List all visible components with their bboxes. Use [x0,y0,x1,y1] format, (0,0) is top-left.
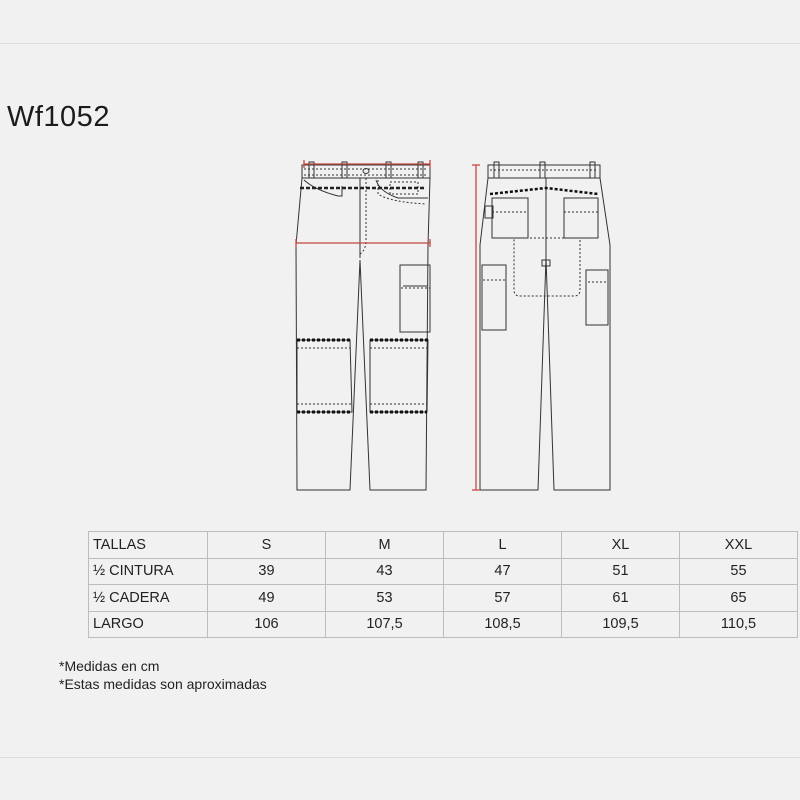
row-label: ½ CINTURA [89,558,208,585]
note-approximate: *Estas medidas son aproximadas [59,676,267,692]
table-cell: 47 [444,558,562,585]
model-code: Wf1052 [7,101,110,133]
header-label: TALLAS [89,532,208,559]
table-header-row [89,532,798,559]
table-cell: 108,5 [444,611,562,638]
size-m: M [326,532,444,559]
bottom-divider [0,757,800,758]
table-row [89,558,798,585]
table-cell: 61 [562,585,680,612]
note-units: *Medidas en cm [59,658,160,674]
size-l: L [444,532,562,559]
size-s: S [208,532,326,559]
footnotes [59,657,267,693]
table-cell: 55 [680,558,798,585]
table-cell: 109,5 [562,611,680,638]
table-cell: 51 [562,558,680,585]
top-divider [0,43,800,44]
trousers-technical-drawing [280,150,620,500]
size-chart-table [88,531,798,638]
size-xxl: XXL [680,532,798,559]
table-row [89,611,798,638]
table-cell: 43 [326,558,444,585]
front-view-trousers [296,162,430,490]
table-row [89,585,798,612]
table-cell: 107,5 [326,611,444,638]
table-cell: 57 [444,585,562,612]
table-cell: 65 [680,585,798,612]
table-cell: 39 [208,558,326,585]
row-label: ½ CADERA [89,585,208,612]
table-cell: 106 [208,611,326,638]
length-measure-line [472,165,480,490]
size-xl: XL [562,532,680,559]
front-measure-lines [296,160,430,247]
table-cell: 53 [326,585,444,612]
table-cell: 110,5 [680,611,798,638]
back-view-trousers [480,162,610,490]
row-label: LARGO [89,611,208,638]
table-cell: 49 [208,585,326,612]
